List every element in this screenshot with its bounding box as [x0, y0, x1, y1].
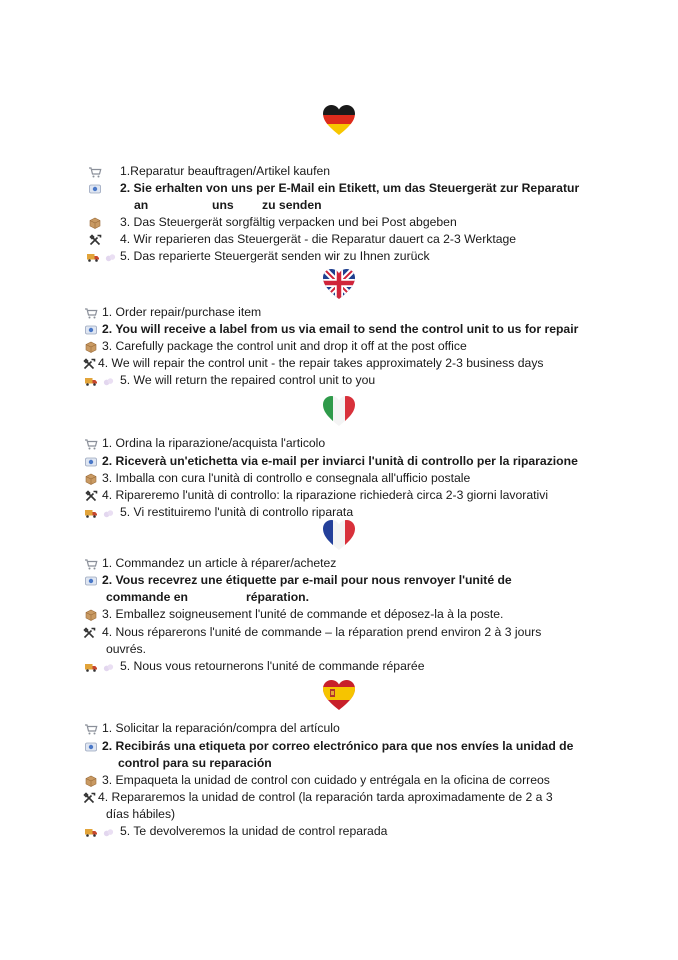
italy-heart-flag-icon: [321, 393, 357, 429]
delivery-truck-icon: [84, 506, 98, 520]
de-step-2-cont-a: an: [134, 198, 149, 212]
hammer-wrench-icon: [82, 626, 96, 640]
it-step-3: 3. Imballa con cura l'unità di controllo e consegnala all'ufficio postale: [102, 471, 471, 485]
fr-step-2-cont-b: réparation.: [246, 590, 309, 604]
france-heart-flag-icon: [321, 517, 357, 553]
label-icon: [84, 323, 98, 337]
fr-step-4-cont: ouvrés.: [106, 642, 146, 656]
fr-step-2-cont-a: commande en: [106, 590, 188, 604]
de-step-5: 5. Das reparierte Steuergerät senden wir zu Ihnen zurück: [120, 249, 430, 263]
germany-heart-flag-icon: [321, 102, 357, 138]
en-step-3: 3. Carefully package the control unit and drop it off at the post office: [102, 339, 467, 353]
es-step-5: 5. Te devolveremos la unidad de control reparada: [120, 824, 388, 838]
shopping-cart-icon: [84, 557, 98, 571]
delivery-truck-icon: [84, 374, 98, 388]
delivery-truck-icon: [86, 250, 100, 264]
package-icon: [84, 774, 98, 788]
hammer-wrench-icon: [88, 233, 102, 247]
package-icon: [88, 216, 102, 230]
it-step-4: 4. Ripareremo l'unità di controllo: la riparazione richiederà circa 2-3 giorni lavorativi: [102, 488, 549, 502]
de-step-2: 2. Sie erhalten von uns per E-Mail ein Etikett, um das Steuergerät zur Reparatur: [120, 181, 580, 195]
es-step-3: 3. Empaqueta la unidad de control con cuidado y entrégala en la oficina de correos: [102, 773, 550, 787]
shopping-cart-icon: [84, 722, 98, 736]
dash-smoke-icon: [102, 375, 115, 388]
dash-smoke-icon: [102, 507, 115, 520]
fr-step-2: 2. Vous recevrez une étiquette par e-mail pour nous renvoyer l'unité de: [102, 573, 512, 587]
fr-step-1: 1. Commandez un article à réparer/achetez: [102, 556, 337, 570]
en-step-5: 5. We will return the repaired control unit to you: [120, 373, 376, 387]
shopping-cart-icon: [84, 437, 98, 451]
label-icon: [84, 455, 98, 469]
package-icon: [84, 340, 98, 354]
hammer-wrench-icon: [84, 489, 98, 503]
fr-step-3: 3. Emballez soigneusement l'unité de commande et déposez-la à la poste.: [102, 607, 504, 621]
dash-smoke-icon: [102, 826, 115, 839]
de-step-4: 4. Wir reparieren das Steuergerät - die Reparatur dauert ca 2-3 Werktage: [120, 232, 517, 246]
shopping-cart-icon: [84, 306, 98, 320]
de-step-2-cont-b: uns: [212, 198, 234, 212]
package-icon: [84, 608, 98, 622]
dash-smoke-icon: [104, 251, 117, 264]
package-icon: [84, 472, 98, 486]
dash-smoke-icon: [102, 661, 115, 674]
it-step-5: 5. Vi restituiremo l'unità di controllo riparata: [120, 505, 354, 519]
de-step-1: 1.Reparatur beauftragen/Artikel kaufen: [120, 164, 331, 178]
spain-heart-flag-icon: [321, 677, 357, 713]
en-step-4: 4. We will repair the control unit - the repair takes approximately 2-3 business days: [98, 356, 544, 370]
en-step-2: 2. You will receive a label from us via email to send the control unit to us for repair: [102, 322, 579, 336]
en-step-1: 1. Order repair/purchase item: [102, 305, 262, 319]
shopping-cart-icon: [88, 165, 102, 179]
es-step-4: 4. Repararemos la unidad de control (la reparación tarda aproximadamente de 2 a 3: [98, 790, 553, 804]
fr-step-5: 5. Nous vous retournerons l'unité de commande réparée: [120, 659, 425, 673]
label-icon: [88, 182, 102, 196]
label-icon: [84, 574, 98, 588]
de-step-3: 3. Das Steuergerät sorgfältig verpacken und bei Post abgeben: [120, 215, 457, 229]
es-step-4-cont: días hábiles): [106, 807, 176, 821]
hammer-wrench-icon: [82, 357, 96, 371]
hammer-wrench-icon: [82, 791, 96, 805]
es-step-2: 2. Recibirás una etiqueta por correo electrónico para que nos envíes la unidad de: [102, 739, 574, 753]
it-step-1: 1. Ordina la riparazione/acquista l'articolo: [102, 436, 326, 450]
delivery-truck-icon: [84, 825, 98, 839]
es-step-2-cont: control para su reparación: [118, 756, 272, 770]
de-step-2-cont-c: zu senden: [262, 198, 322, 212]
fr-step-4: 4. Nous réparerons l'unité de commande – la réparation prend environ 2 à 3 jours: [102, 625, 542, 639]
label-icon: [84, 740, 98, 754]
uk-heart-flag-icon: [321, 266, 357, 302]
it-step-2: 2. Riceverà un'etichetta via e-mail per inviarci l'unità di controllo per la riparazione: [102, 454, 578, 468]
es-step-1: 1. Solicitar la reparación/compra del artículo: [102, 721, 340, 735]
delivery-truck-icon: [84, 660, 98, 674]
